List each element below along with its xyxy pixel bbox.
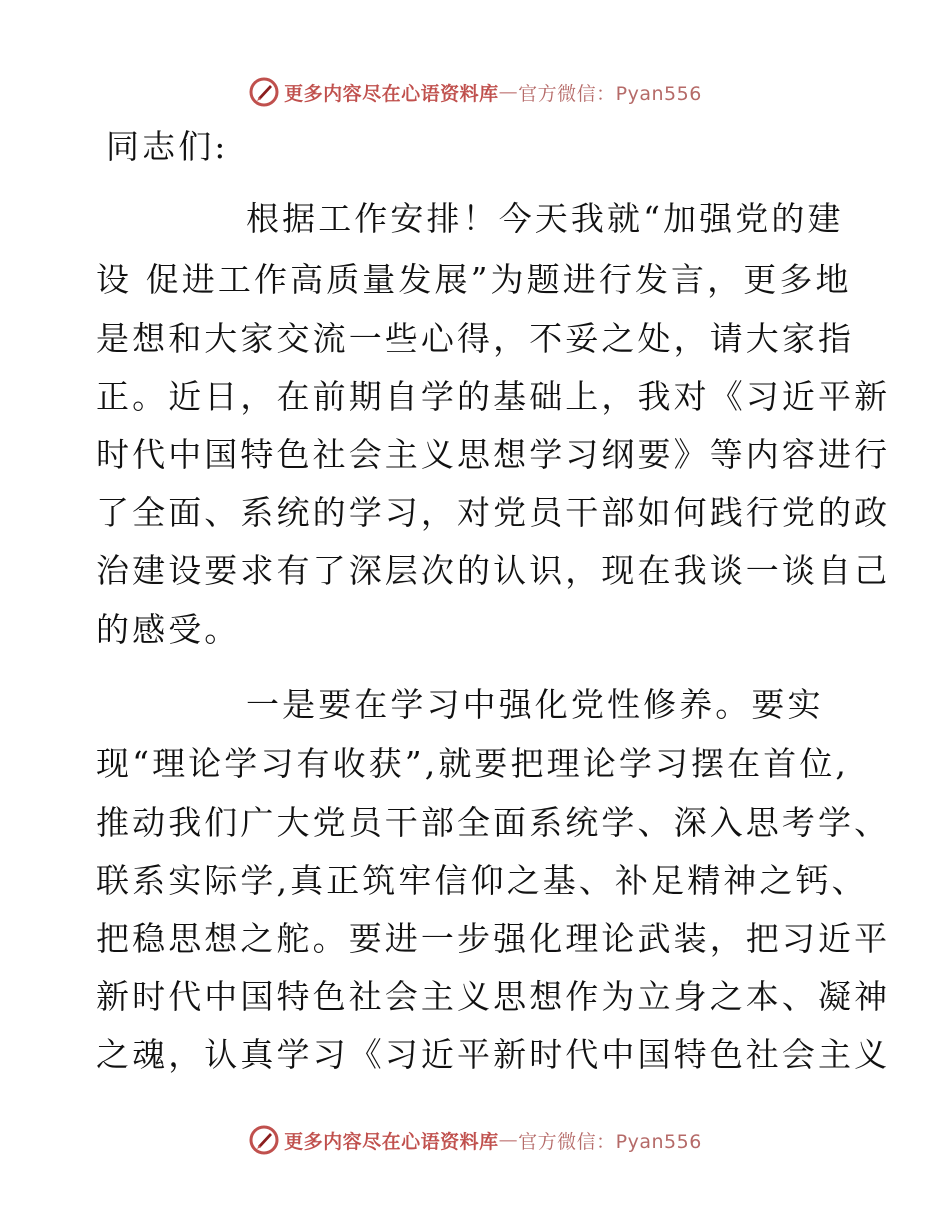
paragraph-2-line-6: 新时代中国特色社会主义思想作为立身之本、凝神 xyxy=(96,977,891,1016)
paragraph-1-line-7: 治建设要求有了深层次的认识，现在我谈一谈自己 xyxy=(96,551,891,590)
watermark-main-text: 更多内容尽在心语资料库 xyxy=(284,1130,499,1153)
watermark-separator: — xyxy=(498,81,519,103)
paragraph-2-line-7: 之魂，认真学习《习近平新时代中国特色社会主义 xyxy=(96,1035,891,1074)
watermark-separator: — xyxy=(498,1129,519,1151)
paragraph-2-line-2: 现“理论学习有收获”,就要把理论学习摆在首位, xyxy=(96,744,850,783)
paragraph-1-line-4: 正。近日，在前期自学的基础上，我对《习近平新 xyxy=(96,377,891,416)
watermark-contact-text: 官方微信：Pyan556 xyxy=(518,1130,702,1153)
paragraph-2-line-4: 联系实际学,真正筑牢信仰之基、补足精神之钙、 xyxy=(96,861,868,900)
paragraph-2-line-5: 把稳思想之舵。要进一步强化理论武装，把习近平 xyxy=(96,919,891,958)
salutation: 同志们: xyxy=(106,127,229,166)
paragraph-1-line-1: 根据工作安排！今天我就“加强党的建 xyxy=(246,199,844,238)
footer-watermark xyxy=(0,1120,950,1160)
paragraph-1-line-2: 设 促进工作高质量发展”为题进行发言，更多地 xyxy=(96,260,852,299)
paragraph-1-line-8: 的感受。 xyxy=(96,610,241,649)
quill-logo-icon xyxy=(248,1124,280,1156)
paragraph-1-line-3: 是想和大家交流一些心得，不妥之处，请大家指 xyxy=(96,319,855,358)
paragraph-1-line-5: 时代中国特色社会主义思想学习纲要》等内容进行 xyxy=(96,435,891,474)
watermark-main-text: 更多内容尽在心语资料库 xyxy=(284,82,499,105)
paragraph-2-line-3: 推动我们广大党员干部全面系统学、深入思考学、 xyxy=(96,803,891,842)
quill-logo-icon xyxy=(248,76,280,108)
paragraph-2-line-1: 一是要在学习中强化党性修养。要实 xyxy=(246,685,824,724)
paragraph-1-line-6: 了全面、系统的学习，对党员干部如何践行党的政 xyxy=(96,493,891,532)
watermark-contact-text: 官方微信：Pyan556 xyxy=(518,82,702,105)
header-watermark xyxy=(0,72,950,112)
